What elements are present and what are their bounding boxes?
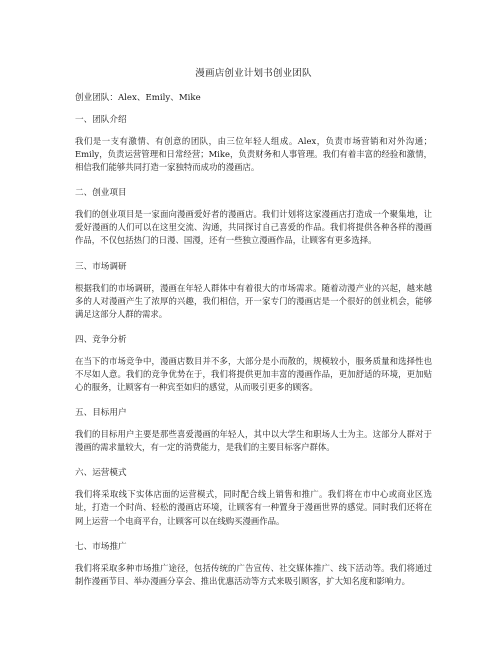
- section-marketing: [75, 541, 432, 588]
- section-body: 在当下的市场竞争中，漫画店数目并不多，大部分是小而散的，规模较小，服务质量和选择性也不尽如人意。我们的竞争优势在于，我们将提供更加丰富的漫画作品，更加舒适的环境，更加贴心的服务，让顾客有一种宾至如归的感觉，从而吸引更多的顾客。: [75, 355, 432, 393]
- section-project: [75, 187, 432, 247]
- section-heading: 二、创业项目: [75, 188, 127, 199]
- section-body: 我们将采取线下实体店面的运营模式，同时配合线上销售和推广。我们将在市中心或商业区选址，打造一个时尚、轻松的漫画店环境，让顾客有一种置身于漫画世界的感觉。同时我们还将在网上运营一个电商平台，让顾客可以在线购买漫画作品。: [75, 489, 432, 526]
- section-body: 我们是一支有激情、有创意的团队，由三位年轻人组成。Alex，负责市场营销和对外沟通；Emily，负责运营管理和日常经营；Mike，负责财务和人事管理。我们有着丰富的经验和激情，相信我们能够共同打造一家独特而成功的漫画店。: [75, 136, 432, 173]
- team-line: 创业团队：Alex、Emily、Mike: [75, 93, 201, 103]
- section-target-users: [75, 407, 432, 454]
- section-heading: 七、市场推广: [75, 541, 127, 552]
- section-heading: 三、市场调研: [75, 261, 127, 272]
- document-title: 漫画店创业计划书创业团队: [195, 68, 312, 79]
- section-market-research: [75, 261, 432, 321]
- section-heading: 一、团队介绍: [75, 115, 127, 125]
- section-body: 根据我们的市场调研，漫画在年轻人群体中有着很大的市场需求。随着动漫产业的兴起，越来越多的人对漫画产生了浓厚的兴趣，我们相信，开一家专门的漫画店是一个很好的创业机会，能够满足这部分人群的需求。: [75, 282, 432, 319]
- section-operation-model: [75, 467, 432, 527]
- section-heading: 四、竞争分析: [75, 334, 127, 345]
- section-body: 我们的创业项目是一家面向漫画爱好者的漫画店。我们计划将这家漫画店打造成一个聚集地，让爱好漫画的人们可以在这里交流、沟通，共同探讨自己喜爱的作品。我们将提供各种各样的漫画作品，不仅包括热门的日漫、国漫，还有一些独立漫画作品，让顾客有更多选择。: [75, 209, 432, 246]
- section-competition: [75, 334, 432, 394]
- section-body: 我们将采取多种市场推广途径，包括传统的广告宣传、社交媒体推广、线下活动等。我们将通过制作漫画节目、举办漫画分享会、推出优惠活动等方式来吸引顾客，扩大知名度和影响力。: [75, 562, 432, 586]
- section-heading: 六、运营模式: [75, 468, 127, 479]
- section-body: 我们的目标用户主要是那些喜爱漫画的年轻人，其中以大学生和职场人士为主。这部分人群对于漫画的需求量较大，有一定的消费能力，是我们的主要目标客户群体。: [75, 429, 432, 453]
- section-team-intro: [75, 114, 432, 174]
- section-heading: 五、目标用户: [75, 408, 127, 419]
